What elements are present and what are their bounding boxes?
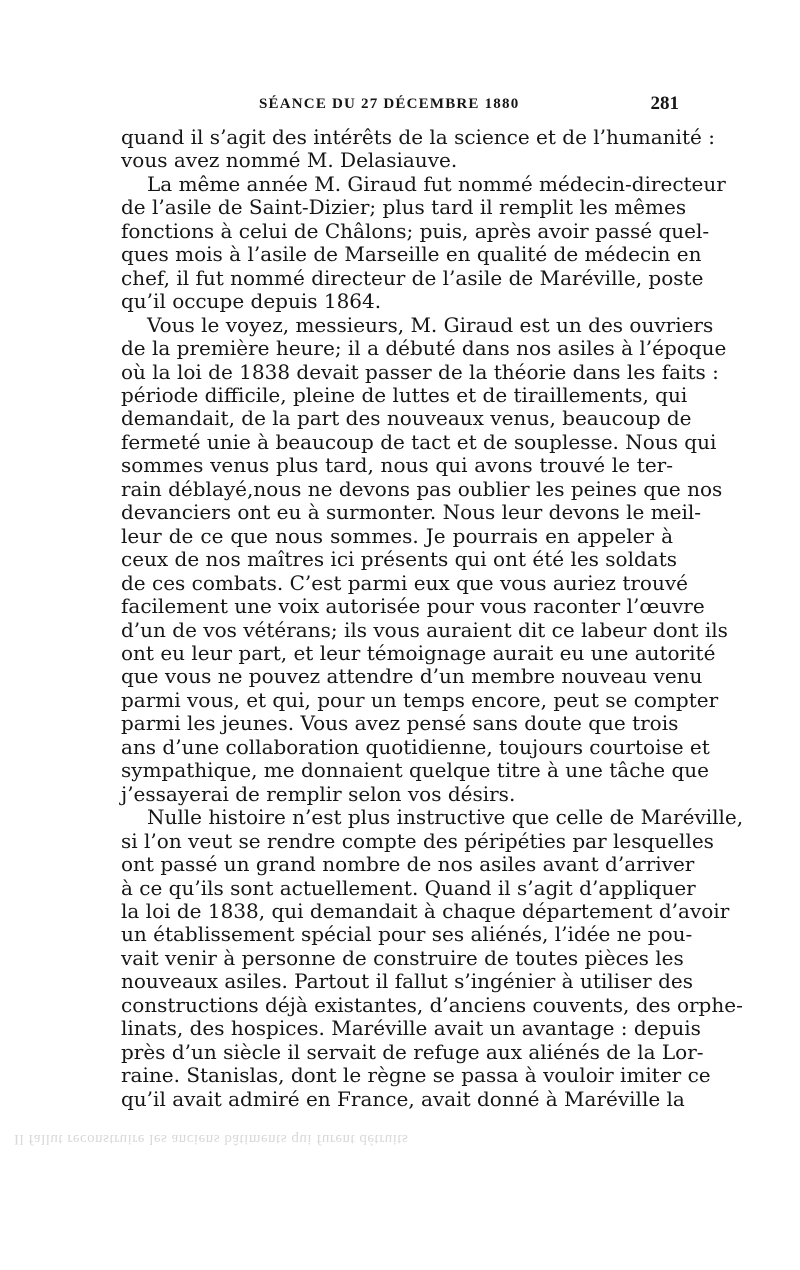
text-line: devanciers ont eu à surmonter. Nous leur devons le meil- xyxy=(121,500,702,525)
text-line: où la loi de 1838 devait passer de la théorie dans les faits : xyxy=(121,359,719,384)
text-line: ans d’une collaboration quotidienne, toujours courtoise et xyxy=(121,734,710,759)
text-line: leur de ce que nous sommes. Je pourrais en appeler à xyxy=(121,523,673,548)
text-line: période difficile, pleine de luttes et de tiraillements, qui xyxy=(121,382,688,407)
text-line: constructions déjà existantes, d’anciens couvents, des orphe- xyxy=(121,992,743,1017)
text-line: rain déblayé,nous ne devons pas oublier les peines que nos xyxy=(121,476,723,501)
text-line: Vous le voyez, messieurs, M. Giraud est un des ouvriers xyxy=(147,312,714,337)
text-line: ont passé un grand nombre de nos asiles avant d’arriver xyxy=(121,852,695,877)
text-line: ques mois à l’asile de Marseille en qualité de médecin en xyxy=(121,242,702,267)
text-line: de l’asile de Saint-Dizier; plus tard il remplit les mêmes xyxy=(121,195,687,220)
running-header xyxy=(121,90,679,120)
text-line: vous avez nommé M. Delasiauve. xyxy=(121,148,458,173)
text-line: nouveaux asiles. Partout il fallut s’ingénier à utiliser des xyxy=(121,969,693,994)
text-line: chef, il fut nommé directeur de l’asile de Maréville, poste xyxy=(121,265,704,290)
text-line: Nulle histoire n’est plus instructive que celle de Maréville, xyxy=(147,805,744,830)
text-line: de la première heure; il a débuté dans nos asiles à l’époque xyxy=(121,336,727,361)
text-line: vait venir à personne de construire de toutes pièces les xyxy=(121,945,684,970)
text-line: la loi de 1838, qui demandait à chaque département d’avoir xyxy=(121,898,730,923)
text-line: facilement une voix autorisée pour vous raconter l’œuvre xyxy=(121,594,705,619)
text-line: d’un de vos vétérans; ils vous auraient dit ce labeur dont ils xyxy=(121,617,728,642)
text-line: près d’un siècle il servait de refuge aux aliénés de la Lor- xyxy=(121,1039,704,1064)
text-line: ont eu leur part, et leur témoignage aurait eu une autorité xyxy=(121,640,716,665)
text-line: que vous ne pouvez attendre d’un membre nouveau venu xyxy=(121,664,703,689)
page-number: 281 xyxy=(650,93,679,114)
bleed-through-text: Il fallut reconstruire les anciens bâtiments qui furent détruits xyxy=(14,1131,409,1147)
text-line: qu’il avait admiré en France, avait donné à Maréville la xyxy=(121,1086,685,1111)
text-line: à ce qu’ils sont actuellement. Quand il s’agit d’appliquer xyxy=(121,875,696,900)
text-line: parmi vous, et qui, pour un temps encore, peut se compter xyxy=(121,687,719,712)
text-line: fermeté unie à beaucoup de tact et de souplesse. Nous qui xyxy=(121,429,717,454)
text-line: raine. Stanislas, dont le règne se passa à vouloir imiter ce xyxy=(121,1063,711,1088)
text-line: j’essayerai de remplir selon vos désirs. xyxy=(121,781,516,806)
text-line: parmi les jeunes. Vous avez pensé sans doute que trois xyxy=(121,711,679,736)
text-line: La même année M. Giraud fut nommé médecin-directeur xyxy=(147,171,726,196)
text-line: linats, des hospices. Maréville avait un avantage : depuis xyxy=(121,1016,701,1041)
text-line: demandait, de la part des nouveaux venus, beaucoup de xyxy=(121,406,692,431)
text-line: ceux de nos maîtres ici présents qui ont été les soldats xyxy=(121,547,678,572)
running-title: SÉANCE DU 27 DÉCEMBRE 1880 xyxy=(259,96,520,112)
text-line: fonctions à celui de Châlons; puis, après avoir passé quel- xyxy=(121,218,710,243)
text-line: si l’on veut se rendre compte des péripéties par lesquelles xyxy=(121,828,714,853)
text-line: quand il s’agit des intérêts de la science et de l’humanité : xyxy=(121,125,715,149)
text-line: qu’il occupe depuis 1864. xyxy=(121,289,382,314)
page-content xyxy=(121,90,744,1111)
text-line: un établissement spécial pour ses aliénés, l’idée ne pou- xyxy=(121,922,693,947)
body-text xyxy=(121,125,744,1111)
text-line: sympathique, me donnaient quelque titre à une tâche que xyxy=(121,758,710,783)
text-line: de ces combats. C’est parmi eux que vous auriez trouvé xyxy=(121,570,688,595)
text-line: sommes venus plus tard, nous qui avons trouvé le ter- xyxy=(121,453,673,478)
